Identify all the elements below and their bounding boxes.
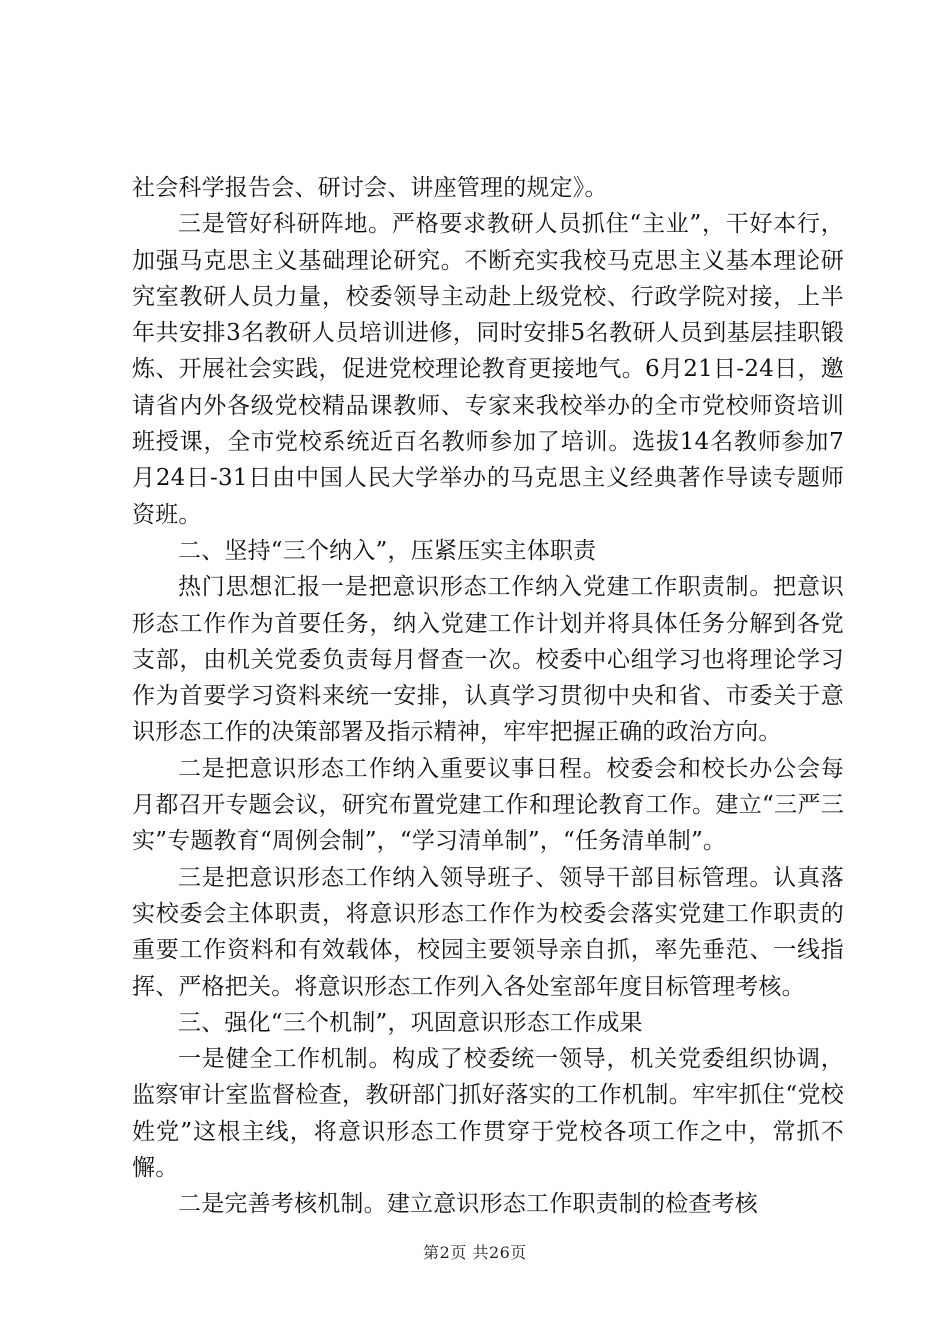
document-body xyxy=(132,170,844,1223)
paragraph-research-base: 三是管好科研阵地。严格要求教研人员抓住“主业”，干好本行，加强马克思主义基础理论研究。不断充实我校马克思主义基本理论研究室教研人员力量，校委领导主动赴上级党校、行政学院对接，上半年共安排3名教研人员培训进修，同时安排5名教研人员到基层挂职锻炼、开展社会实践，促进党校理论教育更接地气。6月21日-24日，邀请省内外各级党校精品课教师、专家来我校举办的全市党校师资培训班授课，全市党校系统近百名教师参加了培训。选拔14名教师参加7月24日-31日由中国人民大学举办的马克思主义经典著作导读专题师资班。 xyxy=(132,211,844,528)
section-heading-three: 三、强化“三个机制”，巩固意识形态工作成果 xyxy=(178,1009,643,1036)
page-number-footer: 第2页 共26页 xyxy=(423,1243,527,1262)
section-heading-two: 二、坚持“三个纳入”，压紧压实主体职责 xyxy=(178,537,597,564)
paragraph-continuation: 社会科学报告会、研讨会、讲座管理的规定》。 xyxy=(132,175,608,201)
paragraph-assessment-mechanism: 二是完善考核机制。建立意识形态工作职责制的检查考核 xyxy=(178,1191,758,1218)
paragraph-work-mechanism: 一是健全工作机制。构成了校委统一领导，机关党委组织协调，监察审计室监督检查，教研部门抓好落实的工作机制。牢牢抓住“党校姓党”这根主线，将意识形态工作贯穿于党校各项工作之中，常抓不懈。 xyxy=(132,1046,844,1182)
paragraph-target-management: 三是把意识形态工作纳入领导班子、领导干部目标管理。认真落实校委会主体职责，将意识形态工作作为校委会落实党建工作职责的重要工作资料和有效载体，校园主要领导亲自抓，率先垂范、一线指挥、严格把关。将意识形态工作列入各处室部年度目标管理考核。 xyxy=(132,864,844,1000)
paragraph-party-building-duty: 热门思想汇报一是把意识形态工作纳入党建工作职责制。把意识形态工作作为首要任务，纳入党建工作计划并将具体任务分解到各党支部，由机关党委负责每月督查一次。校委中心组学习也将理论学习作为首要学习资料来统一安排，认真学习贯彻中央和省、市委关于意识形态工作的决策部署及指示精神，牢牢把握正确的政治方向。 xyxy=(132,574,844,746)
paragraph-agenda: 二是把意识形态工作纳入重要议事日程。校委会和校长办公会每月都召开专题会议，研究布置党建工作和理论教育工作。建立“三严三实”专题教育“周例会制”，“学习清单制”，“任务清单制”。 xyxy=(132,755,844,855)
